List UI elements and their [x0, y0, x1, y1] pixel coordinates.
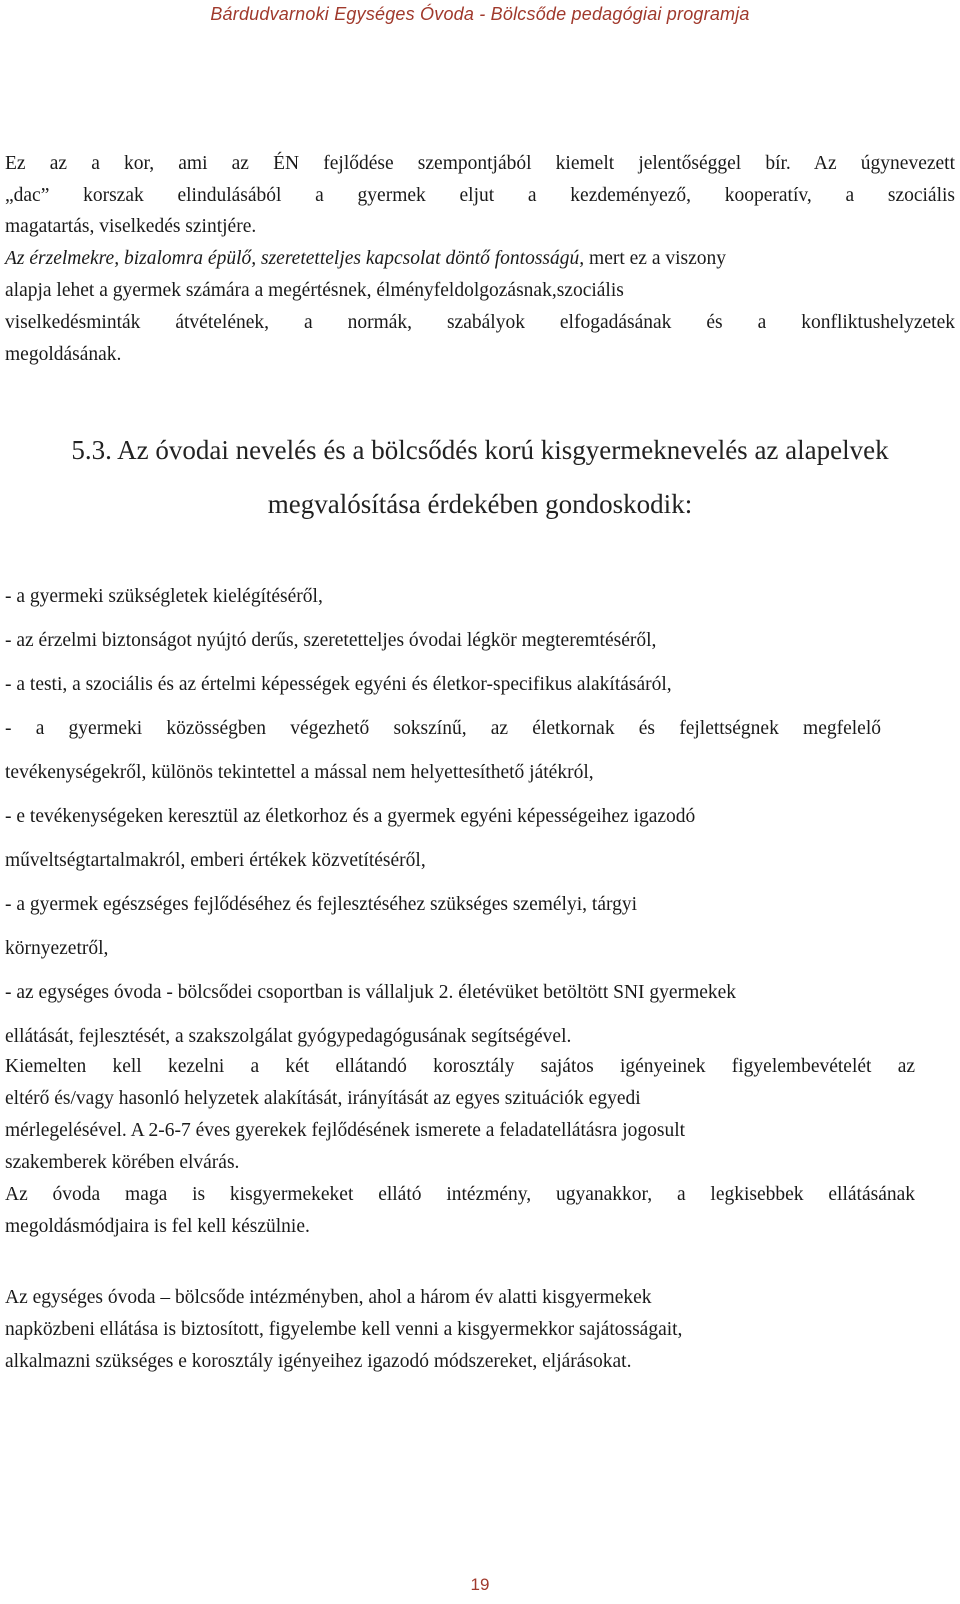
paragraph-line: Kiemelten kell kezelni a két ellátandó korosztály sajátos igényeinek figyelembevételét az	[5, 1056, 915, 1077]
list-item: - a gyermeki közösségben végezhető sokszínű, az életkornak és fejlettségnek megfelelő	[5, 718, 881, 739]
intro-paragraph	[5, 148, 955, 371]
intro-line: alapja lehet a gyermek számára a megértésnek, élményfeldolgozásnak,szociális	[5, 280, 624, 301]
goals-list	[5, 575, 955, 1059]
paragraph-line: mérlegelésével. A 2-6-7 éves gyerekek fejlődésének ismerete a feladatellátásra jogosult	[5, 1120, 686, 1141]
intro-emphasis-rest: mert ez a viszony	[584, 248, 727, 269]
list-item: tevékenységekről, különös tekintettel a mással nem helyettesíthető játékról,	[5, 762, 594, 783]
intro-line: „dac” korszak elindulásából a gyermek eljut a kezdeményező, kooperatív, a szociális	[5, 185, 955, 206]
list-item: - e tevékenységeken keresztül az életkorhoz és a gyermek egyéni képességeihez igazodó	[5, 806, 696, 827]
list-item: - a gyermek egészséges fejlődéséhez és fejlesztéséhez szükséges személyi, tárgyi	[5, 894, 638, 915]
paragraph-line: Az egységes óvoda – bölcsőde intézményben, ahol a három év alatti kisgyermekek	[5, 1287, 652, 1308]
intro-line: megoldásának.	[5, 344, 122, 365]
intro-line: viselkedésminták átvételének, a normák, szabályok elfogadásának és a konfliktushelyzetek	[5, 312, 955, 333]
intro-emphasis-italic: Az érzelmekre, bizalomra épülő, szeretetteljes kapcsolat döntő fontosságú,	[5, 248, 585, 269]
list-item: - a gyermeki szükségletek kielégítéséről,	[5, 586, 323, 607]
paragraph-line: Az óvoda maga is kisgyermekeket ellátó intézmény, ugyanakkor, a legkisebbek ellátásának	[5, 1184, 915, 1205]
page-number: 19	[470, 1575, 490, 1594]
list-item: környezetről,	[5, 938, 109, 959]
intro-emphasis-line	[5, 242, 955, 275]
list-item: - az érzelmi biztonságot nyújtó derűs, szeretetteljes óvodai légkör megteremtéséről,	[5, 630, 657, 651]
paragraph-line: eltérő és/vagy hasonló helyzetek alakítását, irányítását az egyes szituációk egyedi	[5, 1088, 641, 1109]
section-heading-line: 5.3. Az óvodai nevelés és a bölcsődés korú kisgyermeknevelés az alapelvek	[71, 435, 889, 465]
paragraph-two	[5, 1051, 955, 1243]
intro-line: Ez az a kor, ami az ÉN fejlődése szempontjából kiemelt jelentőséggel bír. Az úgynevezett	[5, 153, 955, 174]
paragraph-line: napközbeni ellátása is biztosított, figyelembe kell venni a kisgyermekkor sajátosságait,	[5, 1319, 683, 1340]
list-item: - a testi, a szociális és az értelmi képességek egyéni és életkor-specifikus alakításáról,	[5, 674, 672, 695]
running-header: Bárdudvarnoki Egységes Óvoda - Bölcsőde pedagógiai programja	[210, 4, 750, 24]
intro-line: magatartás, viselkedés szintjére.	[5, 216, 257, 237]
paragraph-line: megoldásmódjaira is fel kell készülnie.	[5, 1216, 310, 1237]
list-item: ellátását, fejlesztését, a szakszolgálat gyógypedagógusának segítségével.	[5, 1026, 572, 1047]
section-heading	[0, 423, 960, 531]
list-item: - az egységes óvoda - bölcsődei csoportban is vállaljuk 2. életévüket betöltött SNI gyermekek	[5, 982, 737, 1003]
paragraph-line: alkalmazni szükséges e korosztály igényeihez igazodó módszereket, eljárásokat.	[5, 1351, 632, 1372]
list-item: műveltségtartalmakról, emberi értékek közvetítéséről,	[5, 850, 426, 871]
section-heading-line: megvalósítása érdekében gondoskodik:	[267, 489, 693, 519]
paragraph-three	[5, 1282, 955, 1378]
paragraph-line: szakemberek körében elvárás.	[5, 1152, 240, 1173]
